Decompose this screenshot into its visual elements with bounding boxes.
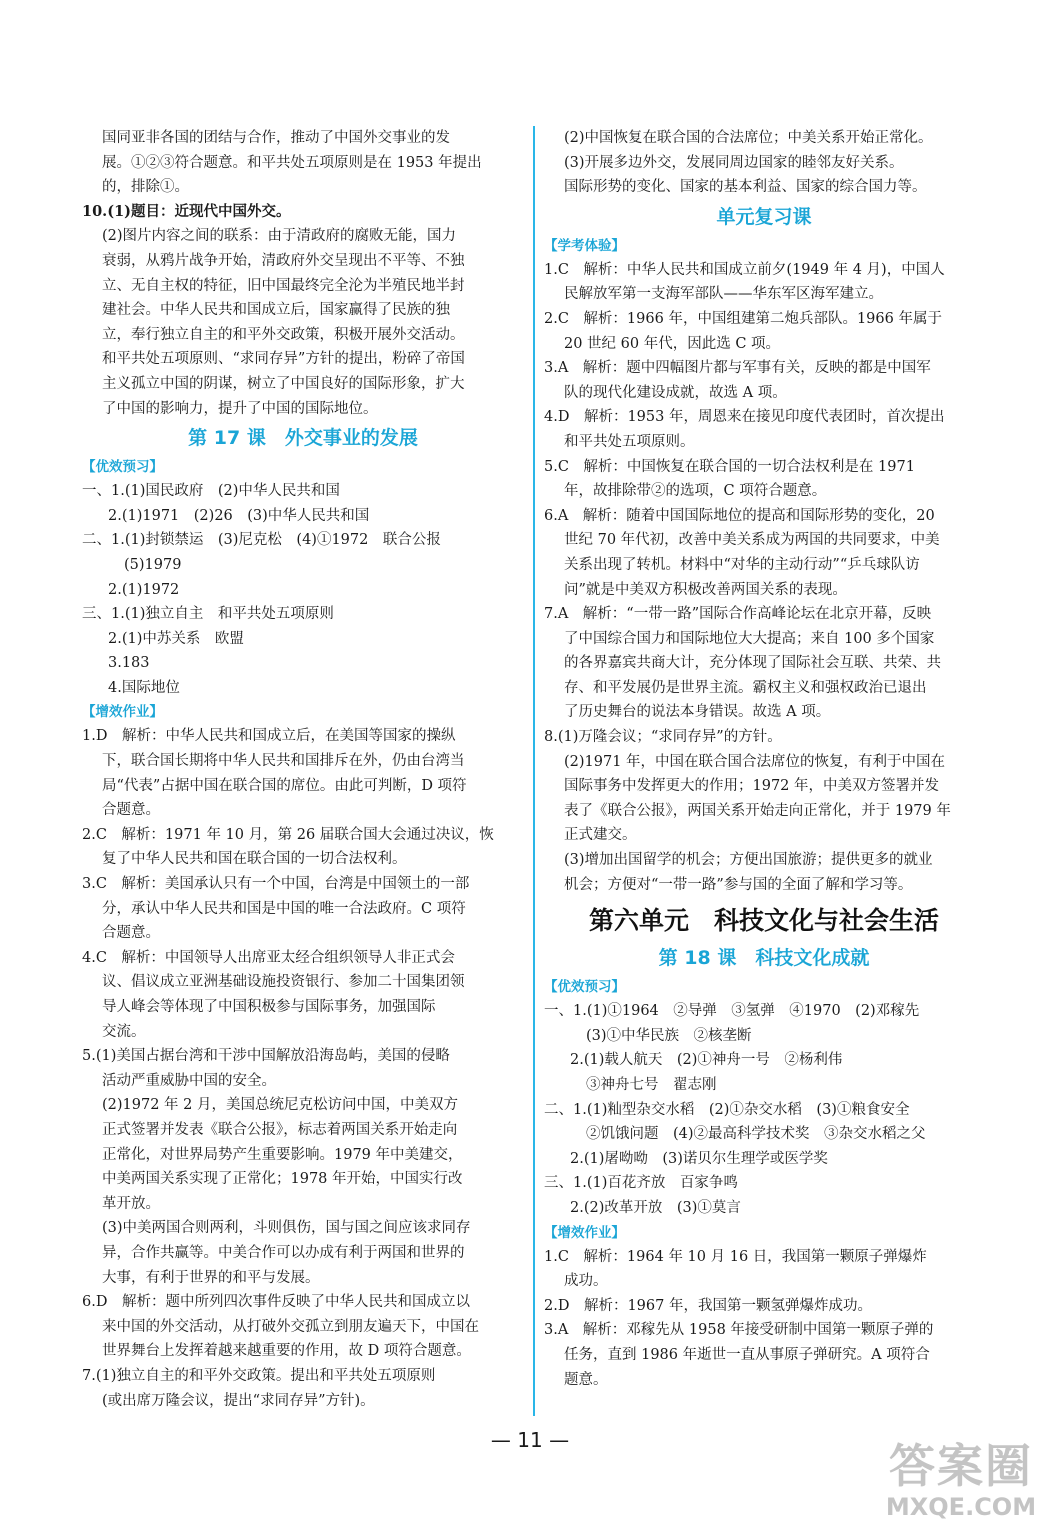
text-line: (3)①中华民族 ②核垄断 xyxy=(586,1027,752,1044)
text-line: 分，承认中华人民共和国是中国的唯一合法政府。C 项符 xyxy=(102,900,466,917)
text-line: 民解放军第一支海军部队——华东军区海军建立。 xyxy=(564,286,883,303)
text-line: 国际事务中发挥更大的作用；1972 年，中美双方签署并发 xyxy=(564,778,940,795)
text-line: 三、1.(1)百花齐放 百家争鸣 xyxy=(544,1175,738,1192)
text-line: 一、1.(1)国民政府 (2)中华人民共和国 xyxy=(82,483,340,500)
text-line: 问”就是中美双方积极改善两国关系的表现。 xyxy=(564,581,847,598)
text-line: 复了中华人民共和国在联合国的一切合法权利。 xyxy=(102,851,407,868)
text-line: 立、无自主权的特征，旧中国最终完全沦为半殖民地半封 xyxy=(102,277,465,294)
text-line: 正式签署并发表《联合公报》，标志着两国关系开始走向 xyxy=(102,1121,458,1138)
watermark-text: 答案圈 xyxy=(889,1439,1033,1493)
text-line: 局“代表”占据中国在联合国的席位。由此可判断，D 项符 xyxy=(102,777,467,794)
text-line: 衰弱，从鸦片战争开始，清政府外交呈现出不平等、不独 xyxy=(102,252,465,269)
text-line: 4.D 解析：1953 年，周恩来在接见印度代表团时，首次提出 xyxy=(544,409,945,426)
text-line: 立，奉行独立自主的和平外交政策，积极开展外交活动。 xyxy=(102,326,465,343)
section-heading: 第 17 课 外交事业的发展 xyxy=(188,427,418,450)
text-line: 和平共处五项原则。 xyxy=(564,433,695,450)
text-line: 存、和平发展仍是世界主流。霸权主义和强权政治已退出 xyxy=(564,679,927,696)
text-line: 1.C 解析：1964 年 10 月 16 日，我国第一颗原子弹爆炸 xyxy=(544,1248,927,1265)
text-line: 3.A 解析：题中四幅图片都与军事有关，反映的都是中国军 xyxy=(544,360,931,377)
text-line: (2)1972 年 2 月，美国总统尼克松访问中国，中美双方 xyxy=(102,1097,458,1114)
text-line: 三、1.(1)独立自主 和平共处五项原则 xyxy=(82,606,334,623)
text-line: 一、1.(1)①1964 ②导弹 ③氢弹 ④1970 (2)邓稼先 xyxy=(544,1003,920,1020)
text-line: 导人峰会等体现了中国积极参与国际事务，加强国际 xyxy=(102,999,436,1015)
text-line: 了中国的影响力，提升了中国的国际地位。 xyxy=(102,400,378,417)
text-line: 队的现代化建设成就，故选 A 项。 xyxy=(564,384,787,401)
text-line: 合题意。 xyxy=(102,802,160,819)
text-line: 来中国的外交活动，从打破外交孤立到朋友遍天下，中国在 xyxy=(102,1318,479,1335)
text-line: 2.C 解析：1966 年，中国组建第二炮兵部队。1966 年属于 xyxy=(544,310,942,327)
text-line: 成功。 xyxy=(564,1273,608,1290)
text-line: 4.C 解析：中国领导人出席亚太经合组织领导人非正式会 xyxy=(82,949,455,966)
column-divider xyxy=(533,126,535,1416)
text-line: 中美两国关系实现了正常化；1978 年开始，中国实行改 xyxy=(102,1171,463,1188)
text-line: 二、1.(1)封锁禁运 (3)尼克松 (4)①1972 联合公报 xyxy=(82,532,441,549)
text-line: 任务，直到 1986 年逝世一直从事原子弹研究。A 项符合 xyxy=(564,1346,930,1363)
text-line: 表了《联合公报》，两国关系开始走向正常化，并于 1979 年 xyxy=(564,802,951,819)
text-line: 机会；方便对“一带一路”参与国的全面了解和学习等。 xyxy=(564,876,913,893)
text-line: 大事，有利于世界的和平与发展。 xyxy=(102,1269,320,1286)
text-line: 5.C 解析：中国恢复在联合国的一切合法权利是在 1971 xyxy=(544,458,915,475)
text-line: 2.(1)1971 (2)26 (3)中华人民共和国 xyxy=(108,507,370,524)
watermark-logo xyxy=(876,1440,1046,1526)
text-line: 20 世纪 60 年代，因此选 C 项。 xyxy=(564,335,781,352)
text-line: 交流。 xyxy=(102,1023,146,1040)
text-line: 革开放。 xyxy=(102,1195,160,1212)
text-line: 异，合作共赢等。中美合作可以办成有利于两国和世界的 xyxy=(102,1244,465,1261)
text-line: 活动严重威胁中国的安全。 xyxy=(102,1072,276,1089)
watermark-url: MXQE.COM xyxy=(885,1493,1037,1521)
text-line: 6.A 解析：随着中国国际地位的提高和国际形势的变化，20 xyxy=(544,507,935,524)
left-column xyxy=(82,126,524,1413)
text-line: ②饥饿问题 (4)②最高科学技术奖 ③杂交水稻之父 xyxy=(586,1126,926,1143)
text-line: 国同亚非各国的团结与合作，推动了中国外交事业的发 xyxy=(102,130,450,146)
text-line: 10.(1)题目：近现代中国外交。 xyxy=(82,202,291,220)
text-line: 2.D 解析：1967 年，我国第一颗氢弹爆炸成功。 xyxy=(544,1297,872,1314)
text-line: 正式建交。 xyxy=(564,827,637,844)
text-line: 2.(1)屠呦呦 (3)诺贝尔生理学或医学奖 xyxy=(570,1150,828,1167)
text-line: 1.C 解析：中华人民共和国成立前夕(1949 年 4 月)，中国人 xyxy=(544,261,945,278)
unit-heading: 第六单元 科技文化与社会生活 xyxy=(588,906,939,936)
text-line: 主义孤立中国的阴谋，树立了中国良好的国际形象，扩大 xyxy=(102,375,465,392)
text-line: 7.A 解析：“一带一路”国际合作高峰论坛在北京开幕，反映 xyxy=(544,606,932,623)
text-line: 2.C 解析：1971 年 10 月，第 26 届联合国大会通过决议，恢 xyxy=(82,826,494,843)
text-line: (或出席万隆会议，提出“求同存异”方针)。 xyxy=(102,1392,375,1409)
section-tag: 【增效作业】 xyxy=(82,704,163,721)
text-line: 3.183 xyxy=(108,655,150,672)
text-line: 1.D 解析：中华人民共和国成立后，在美国等国家的操纵 xyxy=(82,728,456,745)
text-line: 关系出现了转机。材料中“对华的主动行动”“乒乓球队访 xyxy=(564,556,920,573)
section-heading: 第 18 课 科技文化成就 xyxy=(658,947,870,970)
section-tag: 【优效预习】 xyxy=(82,459,163,476)
text-line: 年，故排除带②的选项，C 项符合题意。 xyxy=(564,483,827,500)
text-line: 下，联合国长期将中华人民共和国排斥在外，仍由台湾当 xyxy=(102,753,465,770)
text-line: 2.(1)1972 xyxy=(108,581,180,598)
text-line: 3.C 解析：美国承认只有一个中国，台湾是中国领土的一部 xyxy=(82,876,470,893)
text-line: 正常化，对世界局势产生重要影响。1979 年中美建交， xyxy=(102,1146,463,1163)
text-line: (2)1971 年，中国在联合国合法席位的恢复，有利于中国在 xyxy=(564,753,946,770)
text-line: 2.(1)载人航天 (2)①神舟一号 ②杨利伟 xyxy=(570,1052,843,1069)
text-line: 和平共处五项原则、“求同存异”方针的提出，粉碎了帝国 xyxy=(102,351,465,368)
text-line: 世界舞台上发挥着越来越重要的作用，故 D 项符合题意。 xyxy=(102,1343,471,1360)
text-line: 了历史舞台的说法本身错误。故选 A 项。 xyxy=(564,704,831,721)
page-number: — 11 — xyxy=(490,1428,570,1452)
text-line: 国际形势的变化、国家的基本利益、国家的综合国力等。 xyxy=(564,179,927,196)
text-line: 题意。 xyxy=(564,1371,608,1388)
text-line: 3.A 解析：邓稼先从 1958 年接受研制中国第一颗原子弹的 xyxy=(544,1322,934,1339)
text-line: (2)中国恢复在联合国的合法席位；中美关系开始正常化。 xyxy=(564,130,933,146)
text-line: (3)中美两国合则两利，斗则俱伤，国与国之间应该求同存 xyxy=(102,1220,471,1237)
text-line: 7.(1)独立自主的和平外交政策。提出和平共处五项原则 xyxy=(82,1367,436,1384)
text-line: 了中国综合国力和国际地位大大提高；来自 100 多个国家 xyxy=(564,630,935,647)
text-line: 建社会。中华人民共和国成立后，国家赢得了民族的独 xyxy=(102,302,450,319)
section-tag: 【优效预习】 xyxy=(544,979,625,996)
text-line: 展。①②③符合题意。和平共处五项原则是在 1953 年提出 xyxy=(102,154,482,171)
text-line: 4.国际地位 xyxy=(108,679,180,696)
text-line: 2.(1)中苏关系 欧盟 xyxy=(108,630,244,647)
text-line: 2.(2)改革开放 (3)①莫言 xyxy=(570,1199,741,1216)
text-line: 的各界嘉宾共商大计，充分体现了国际社会互联、共荣、共 xyxy=(564,655,941,672)
text-line: 5.(1)美国占据台湾和干涉中国解放沿海岛屿，美国的侵略 xyxy=(82,1048,450,1065)
text-line: 议、倡议成立亚洲基础设施投资银行、参加二十国集团领 xyxy=(102,974,465,991)
text-line: (5)1979 xyxy=(124,556,182,573)
text-line: (3)开展多边外交，发展同周边国家的睦邻友好关系。 xyxy=(564,154,904,171)
section-tag: 【增效作业】 xyxy=(544,1224,625,1241)
text-line: (3)增加出国留学的机会；方便出国旅游；提供更多的就业 xyxy=(564,852,933,869)
text-line: 合题意。 xyxy=(102,925,160,942)
text-line: 世纪 70 年代初，改善中美关系成为两国的共同要求，中美 xyxy=(564,532,940,549)
text-line: 的，排除①。 xyxy=(102,179,189,196)
section-tag: 【学考体验】 xyxy=(544,237,625,254)
text-line: ③神舟七号 翟志刚 xyxy=(586,1077,717,1093)
text-line: 8.(1)万隆会议；“求同存异”的方针。 xyxy=(544,729,782,746)
section-heading: 单元复习课 xyxy=(716,205,812,228)
right-column xyxy=(544,126,984,1392)
text-line: (2)图片内容之间的联系：由于清政府的腐败无能，国力 xyxy=(102,228,457,245)
text-line: 二、1.(1)籼型杂交水稻 (2)①杂交水稻 (3)①粮食安全 xyxy=(544,1101,910,1118)
text-line: 6.D 解析：题中所列四次事件反映了中华人民共和国成立以 xyxy=(82,1294,470,1311)
